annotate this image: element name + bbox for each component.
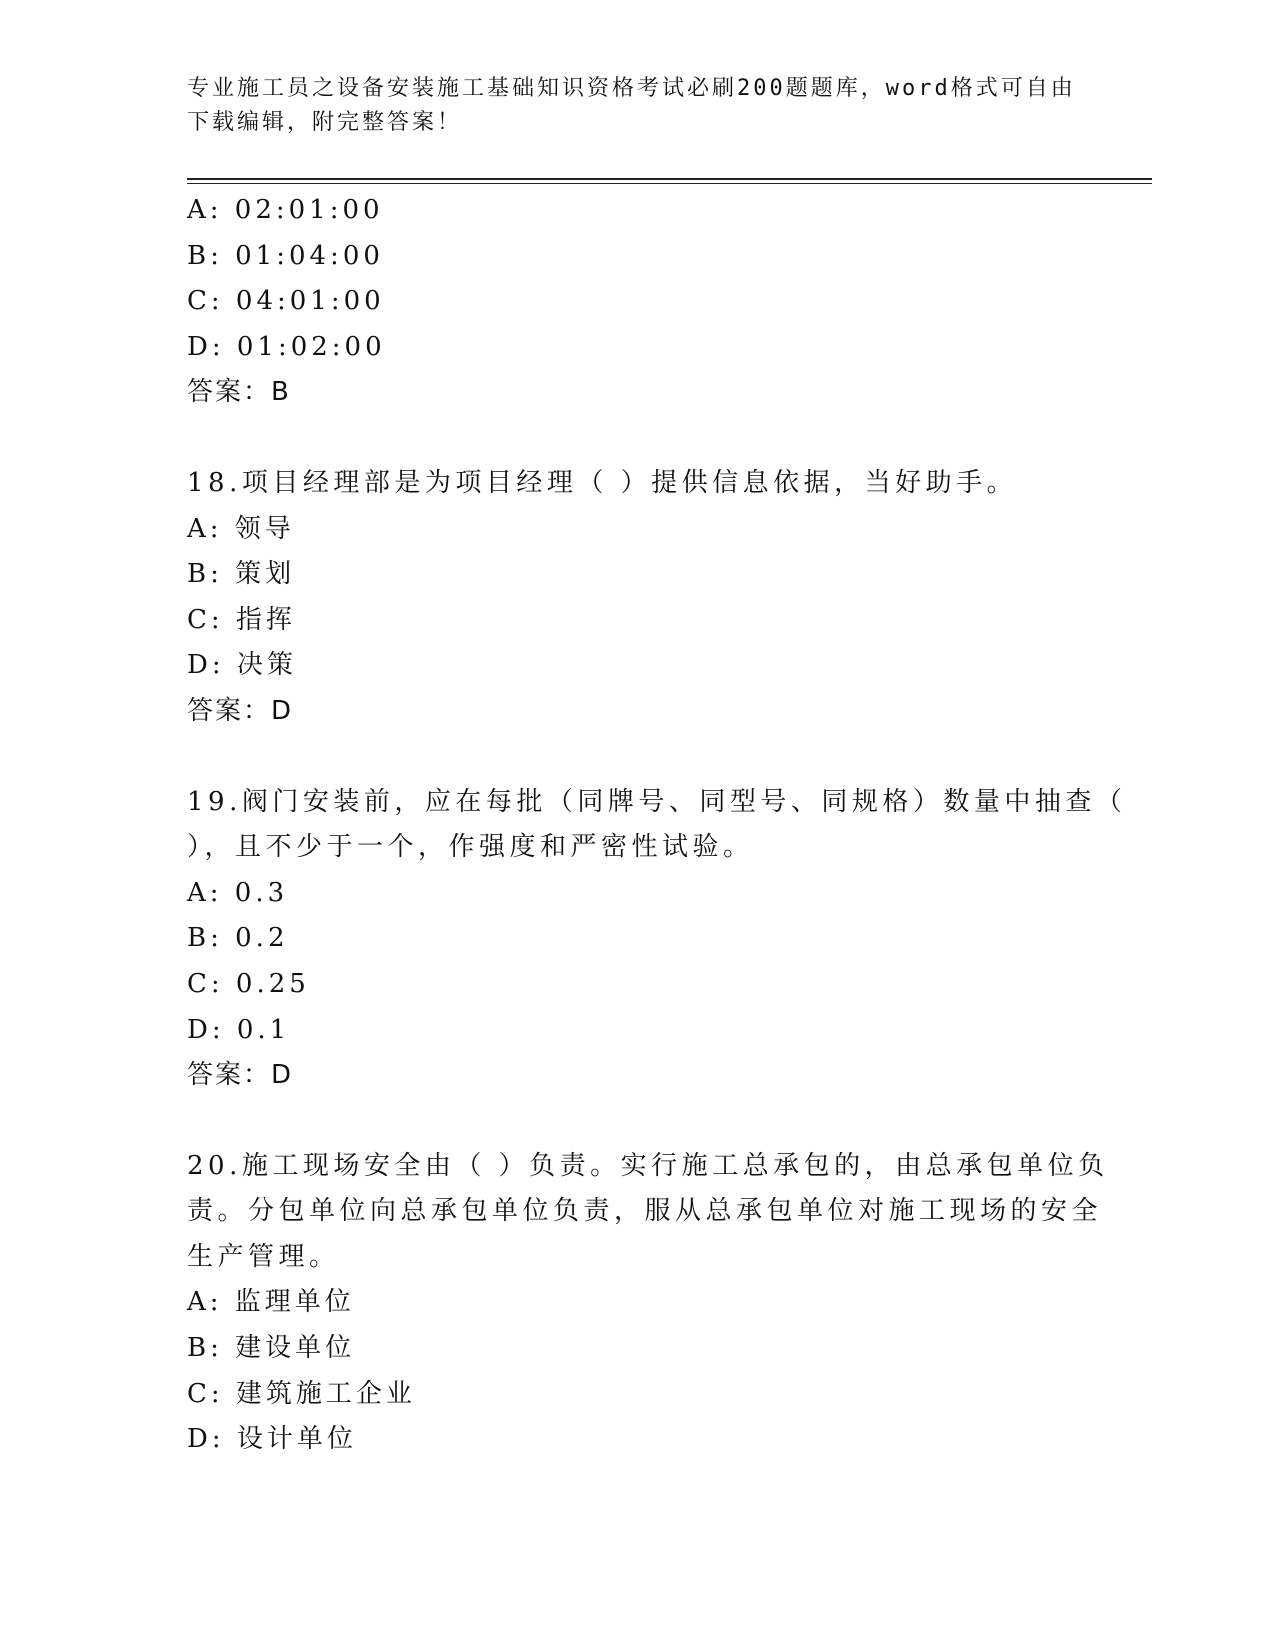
header-line-2: 下载编辑，附完整答案！: [187, 110, 463, 135]
option-c: C: 0.25: [187, 968, 310, 999]
option-b: B: 策划: [187, 559, 296, 590]
question-text-line-2: 责。分包单位向总承包单位负责，服从总承包单位对施工现场的安全: [187, 1196, 1103, 1227]
option-a: A: 监理单位: [187, 1287, 355, 1318]
option-d: D: 0.1: [187, 1014, 291, 1045]
option-c: C: 建筑施工企业: [187, 1378, 416, 1409]
answer: 答案：B: [187, 377, 291, 408]
question-text-line-3: 生产管理。: [187, 1241, 340, 1272]
document-header: [187, 72, 1087, 140]
option-d: D: 决策: [187, 650, 297, 681]
spacer: [187, 416, 1067, 461]
question-text-line-2: ），且不少于一个，作强度和严密性试验。: [187, 832, 754, 863]
option-c: C: 指挥: [187, 604, 296, 635]
header-line-1: 专业施工员之设备安装施工基础知识资格考试必刷200题题库，word格式可自由: [187, 76, 1076, 101]
spacer: [187, 1099, 1067, 1144]
option-a: A: 领导: [187, 513, 295, 544]
question-17: [187, 188, 1067, 416]
option-a: A: 02:01:00: [187, 195, 384, 225]
option-b: B: 建设单位: [187, 1333, 356, 1364]
option-d: D: 01:02:00: [187, 331, 386, 362]
option-b: B: 01:04:00: [187, 240, 384, 271]
question-text-line-1: 20.施工现场安全由（ ）负责。实行施工总承包的，由总承包单位负: [187, 1150, 1109, 1181]
question-19: [187, 780, 1127, 1099]
option-b: B: 0.2: [187, 923, 289, 954]
option-a: A: 0.3: [187, 877, 289, 908]
question-list: [187, 188, 1127, 1463]
header-divider-thin: [187, 183, 1152, 184]
option-d: D: 设计单位: [187, 1424, 357, 1455]
question-20: [187, 1144, 1109, 1463]
question-text-line-1: 19.阀门安装前，应在每批（同牌号、同型号、同规格）数量中抽查（: [187, 786, 1127, 817]
answer: 答案：D: [187, 1060, 294, 1091]
header-divider-thick: [187, 178, 1152, 180]
option-c: C: 04:01:00: [187, 286, 385, 317]
answer: 答案：D: [187, 695, 294, 726]
spacer: [187, 735, 1067, 780]
question-18: [187, 461, 1067, 735]
question-text: 18.项目经理部是为项目经理（ ）提供信息依据，当好助手。: [187, 467, 1018, 498]
